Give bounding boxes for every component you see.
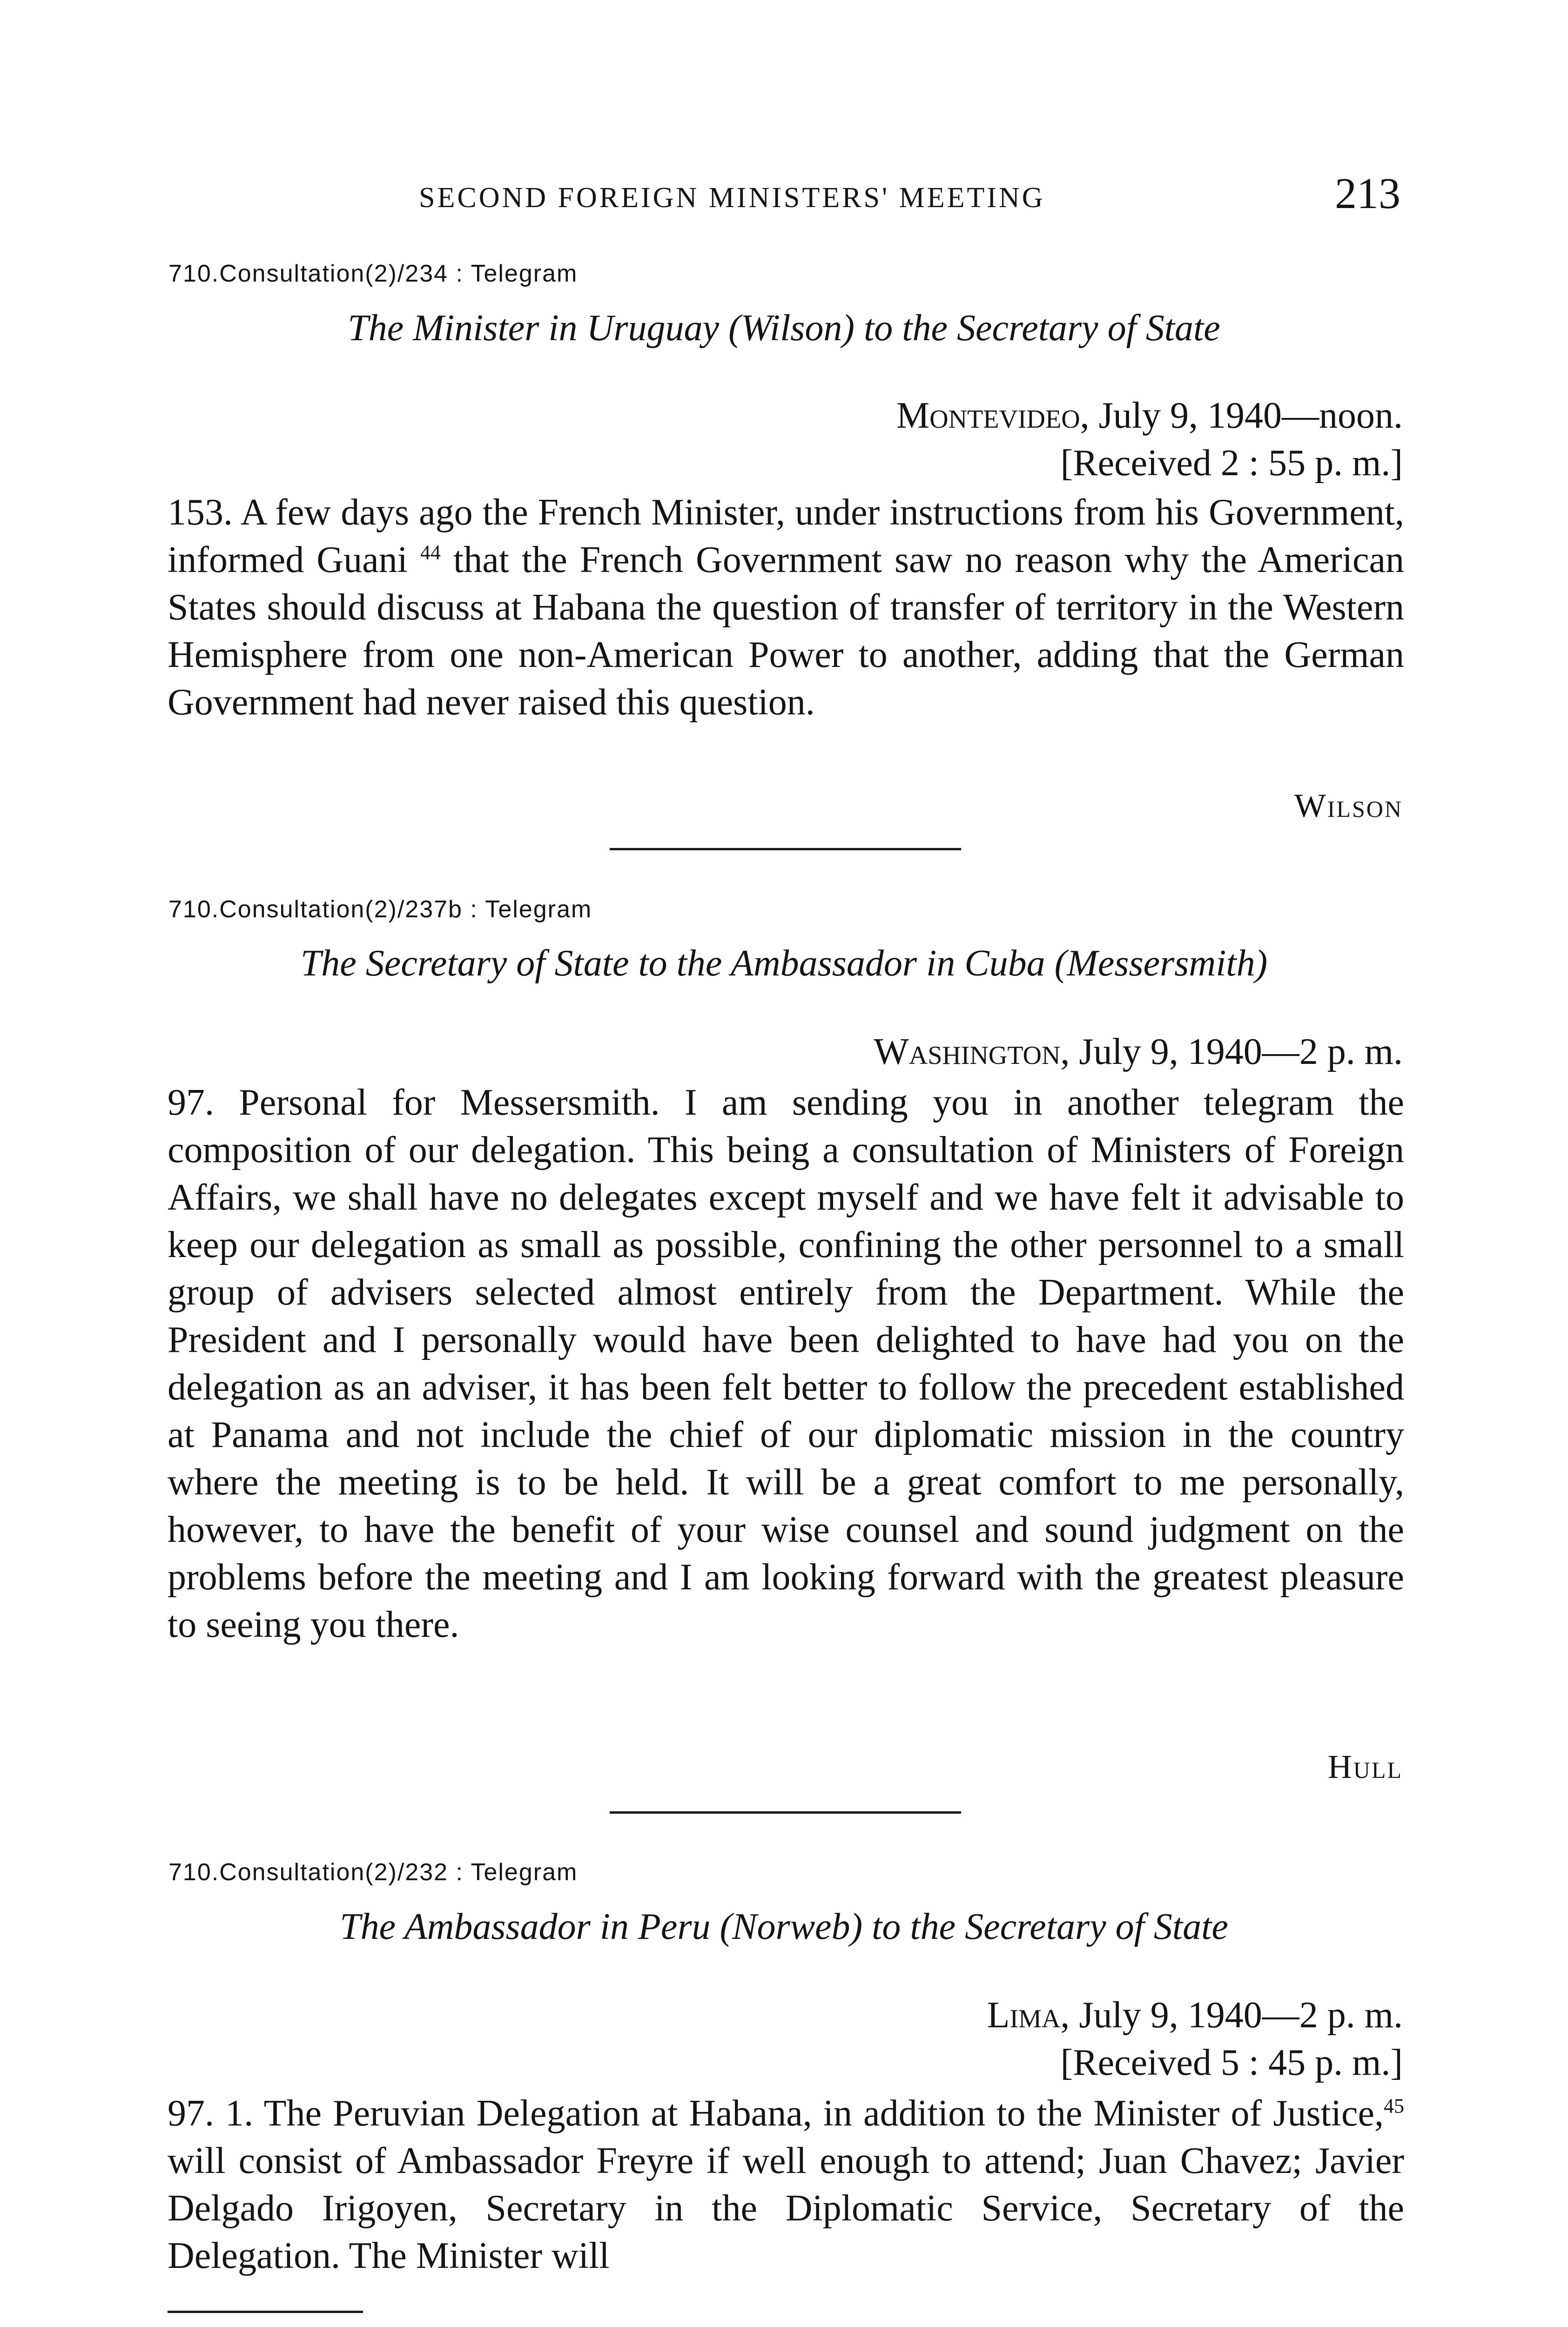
document-heading-2: The Secretary of State to the Ambassador in Cuba (Messersmith) [300, 943, 1268, 984]
section-separator-1 [610, 848, 961, 850]
signature-1: Wilson [1294, 787, 1403, 824]
body-text-1a: A few days ago the French Minister, under instructions from his Government, informed Guani [168, 492, 1404, 580]
signature-2: Hull [1327, 1748, 1403, 1785]
section-separator-2 [610, 1811, 961, 1814]
dateline-date-2: , July 9, 1940—2 p. m. [1060, 1031, 1403, 1072]
telegram-body-1 [168, 489, 1404, 726]
paragraph-number-3: 97. [168, 2093, 214, 2134]
received-line-1: [Received 2 : 55 p. m.] [1060, 443, 1403, 484]
body-text-1b: that the French Government saw no reason why the American States should discuss at Habana the question of transfer of territory in the Western Hemisphere from one non-American Power to another, adding that the German Government had never raised this question. [168, 539, 1405, 723]
dateline-1 [896, 395, 1403, 437]
dateline-date-3: , July 9, 1940—2 p. m. [1060, 1995, 1403, 2036]
paragraph-number-1: 153. [168, 492, 233, 533]
dateline-place-2: Washington [874, 1031, 1061, 1072]
body-text-3b: will consist of Ambassador Freyre if well enough to attend; Juan Chavez; Javier Delgado Irigoyen, Secretary in the Diplomatic Service, Secretary of the Delegation. The Minister will [168, 2140, 1404, 2276]
dateline-3 [987, 1994, 1403, 2037]
file-reference-1: 710.Consultation(2)/234 : Telegram [168, 260, 578, 287]
file-reference-3: 710.Consultation(2)/232 : Telegram [168, 1859, 578, 1886]
document-heading-1: The Minister in Uruguay (Wilson) to the Secretary of State [348, 308, 1220, 349]
dateline-place-3: Lima [987, 1995, 1061, 2036]
telegram-body-2 [168, 1079, 1404, 1648]
body-text-3a: 1. The Peruvian Delegation at Habana, in addition to the Minister of Justice, [214, 2093, 1384, 2134]
dateline-place-1: Montevideo [896, 395, 1080, 436]
received-line-3: [Received 5 : 45 p. m.] [1060, 2042, 1403, 2083]
running-header-title: SECOND FOREIGN MINISTERS' MEETING [419, 182, 1045, 214]
footnote-rule [168, 2311, 363, 2313]
telegram-body-3 [168, 2090, 1404, 2280]
dateline-2 [874, 1031, 1403, 1073]
document-heading-3: The Ambassador in Peru (Norweb) to the Secretary of State [340, 1906, 1228, 1947]
dateline-date-1: , July 9, 1940—noon. [1080, 395, 1403, 436]
paragraph-number-2: 97. [168, 1082, 214, 1123]
page-number: 213 [1335, 169, 1400, 218]
footnote-marker-45[interactable]: 45 [1384, 2094, 1404, 2118]
file-reference-2: 710.Consultation(2)/237b : Telegram [168, 896, 592, 923]
body-text-2: Personal for Messersmith. I am sending you in another telegram the composition of our delegation. This being a consultation of Ministers of Foreign Affairs, we shall have no delegates except myself and we have felt it advisable to keep our delegation as small as possible, confining the other personnel to a small group of advisers selected almost entirely from the Department. While the President and I personally would have been delighted to have had you on the delegation as an adviser, it has been felt better to follow the precedent established at Panama and not include the chief of our diplomatic mission in the country where the meeting is to be held. It will be a great comfort to me personally, however, to have the benefit of your wise counsel and sound judgment on the problems before the meeting and I am looking forward with the greatest pleasure to seeing you there. [168, 1082, 1404, 1645]
footnote-marker-44[interactable]: 44 [420, 541, 441, 564]
